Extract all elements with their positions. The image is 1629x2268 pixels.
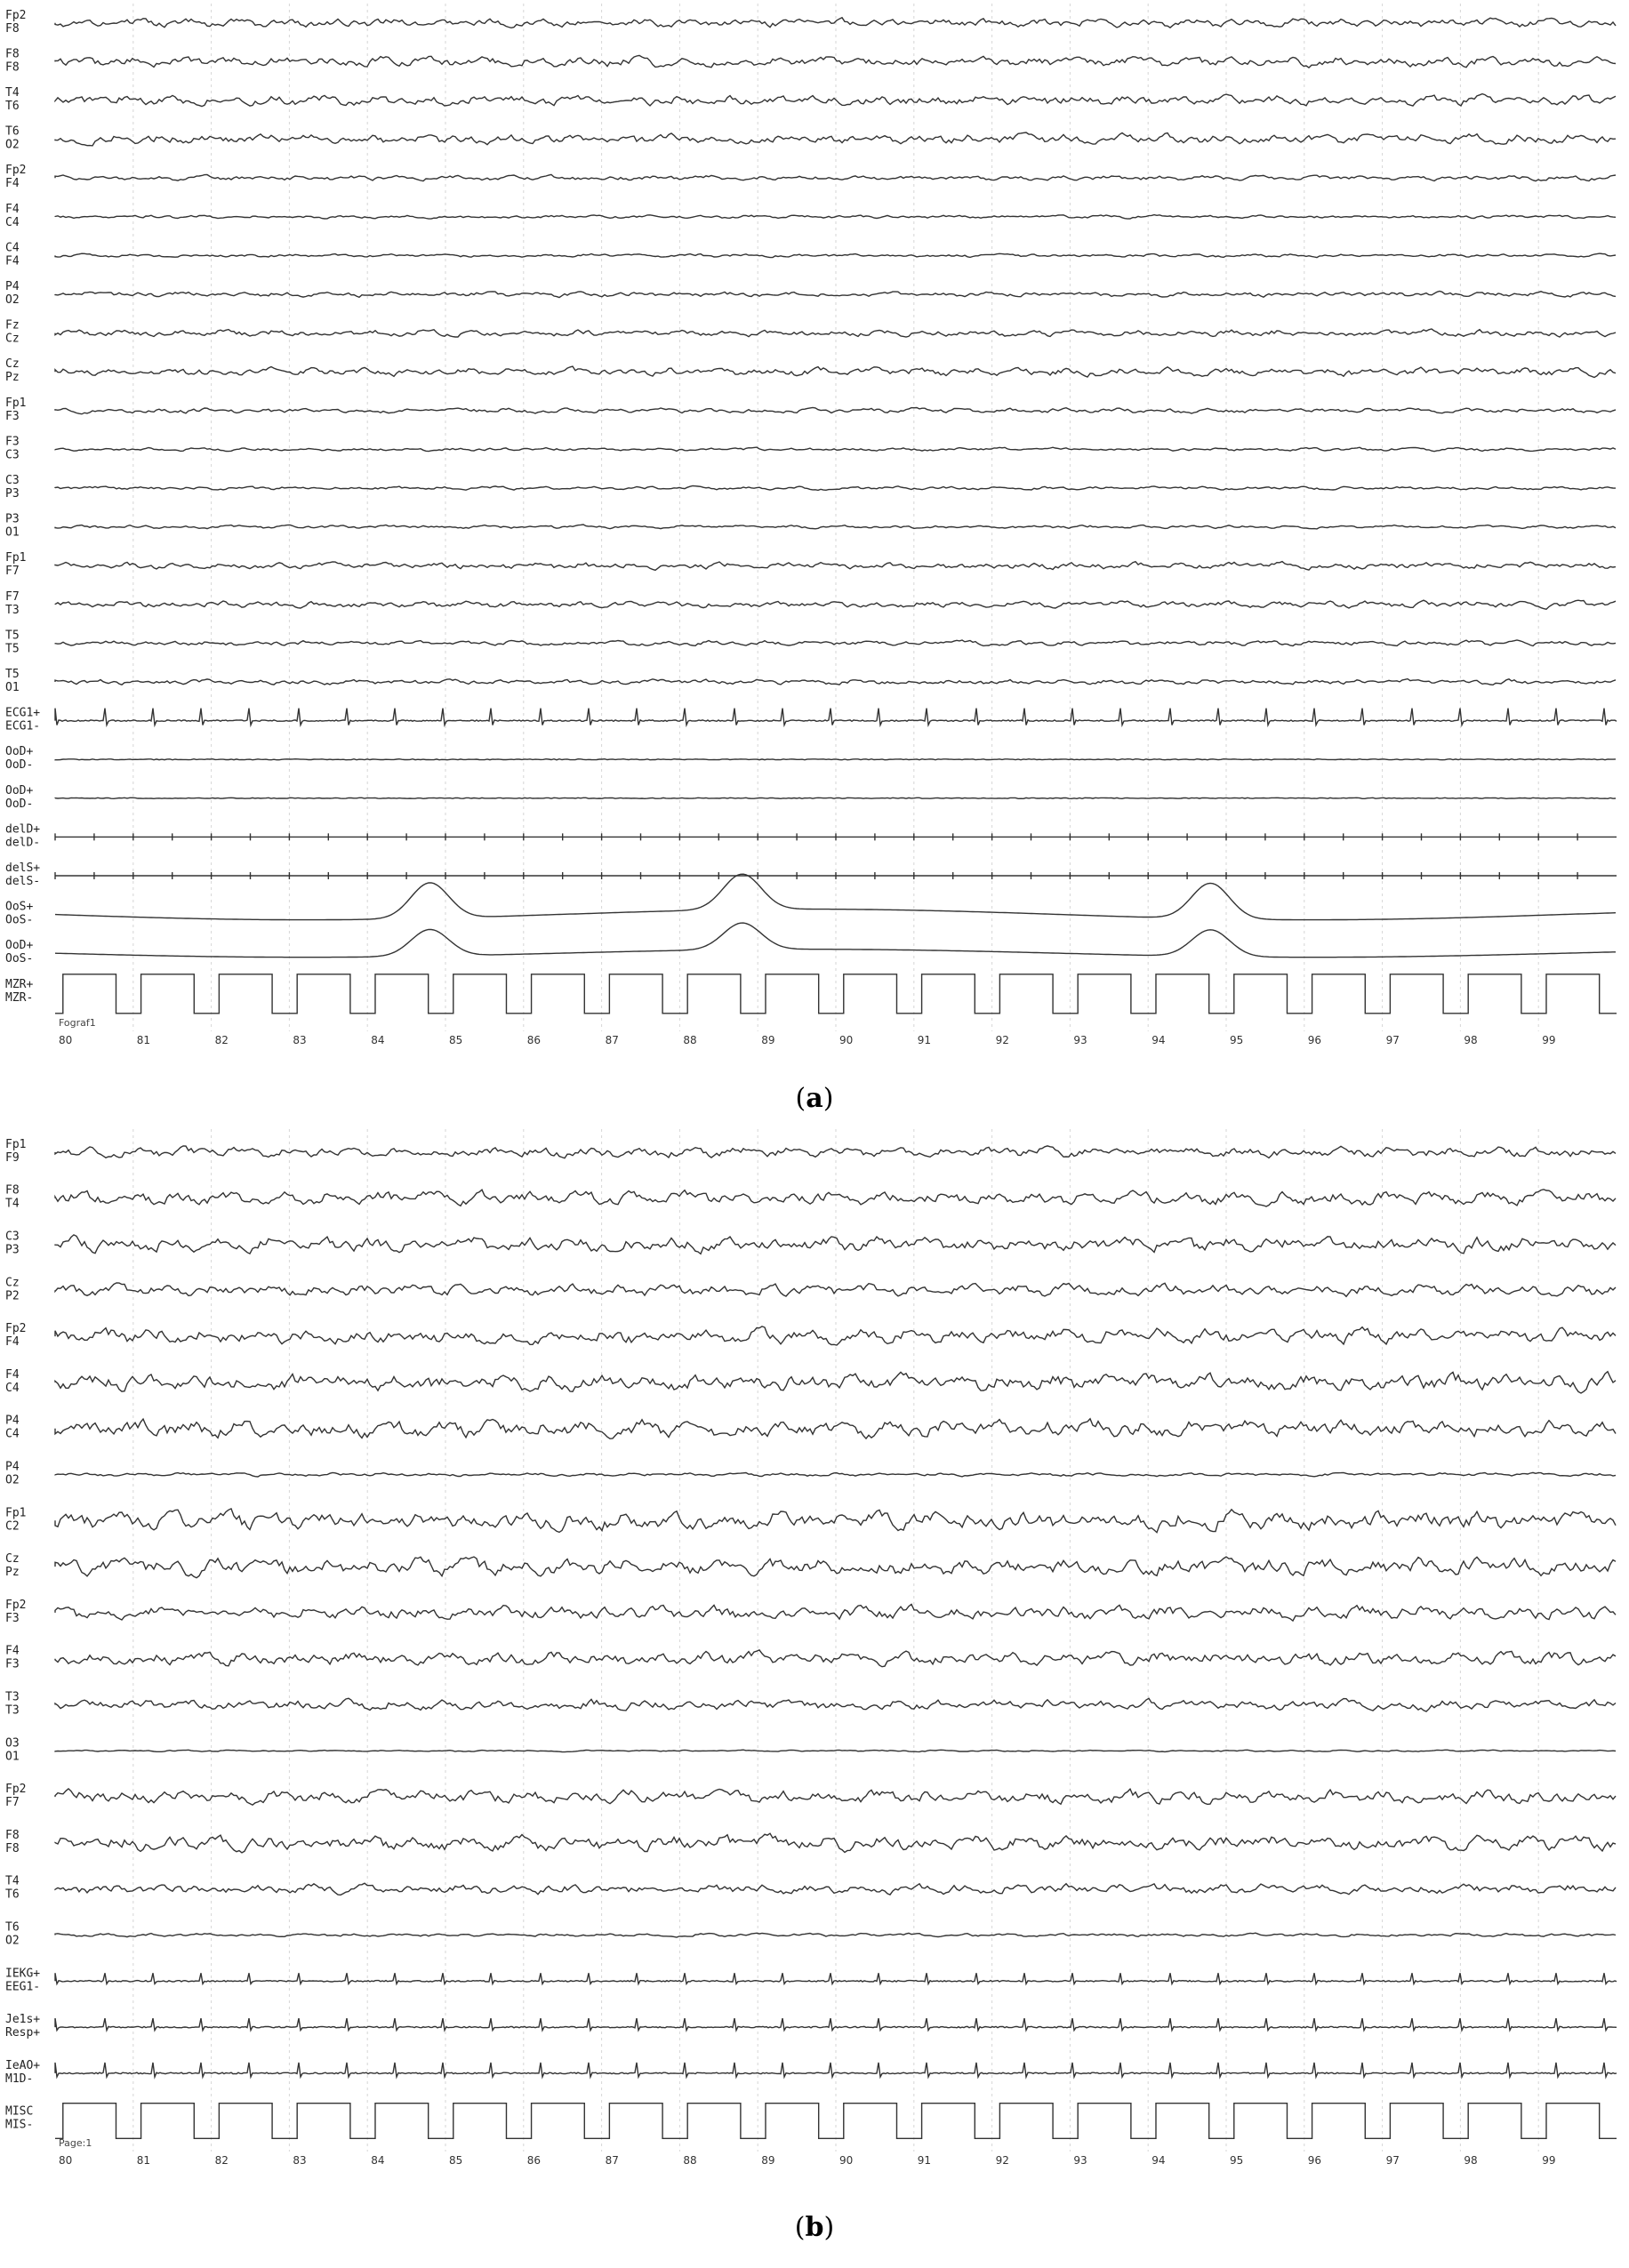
time-tick-label: 80 — [59, 1034, 73, 1046]
channel-label: F7 — [5, 589, 20, 604]
channel-label: Fp2 — [5, 1322, 27, 1336]
time-tick-label: 82 — [214, 2154, 229, 2167]
marker-label: Page:1 — [59, 2137, 92, 2149]
channel-trace — [5, 1276, 1616, 1302]
channel-label: P3 — [5, 512, 20, 526]
time-tick-label: 90 — [839, 1034, 854, 1046]
channel-label: Cz — [5, 357, 20, 372]
channel-label: T4 — [5, 1197, 20, 1211]
time-tick-label: 89 — [761, 1034, 775, 1046]
time-tick-label: 93 — [1073, 1034, 1087, 1046]
channel-trace — [5, 164, 1616, 190]
channel-label: F9 — [5, 1150, 20, 1165]
channel-label: C4 — [5, 1381, 20, 1395]
time-tick-label: 81 — [136, 2154, 151, 2167]
channel-label: OoD- — [5, 758, 34, 773]
channel-trace — [5, 241, 1616, 268]
channel-label: delS- — [5, 875, 41, 888]
channel-waveform — [55, 1235, 1616, 1254]
channel-trace — [5, 974, 1617, 1014]
channel-label: C3 — [5, 448, 20, 462]
channel-label: Cz — [5, 1276, 20, 1290]
time-tick-label: 92 — [995, 1034, 1009, 1046]
channel-trace — [5, 1921, 1616, 1948]
channel-waveform — [55, 759, 1616, 760]
channel-trace — [5, 9, 1616, 36]
channel-label: C3 — [5, 1230, 20, 1244]
channel-label: O2 — [5, 138, 20, 152]
time-tick-label: 90 — [839, 2154, 854, 2167]
channel-label: delD+ — [5, 822, 41, 837]
channel-trace — [5, 629, 1616, 655]
time-tick-label: 98 — [1464, 2154, 1478, 2167]
channel-trace — [5, 513, 1616, 540]
channel-label: OoS- — [5, 952, 34, 966]
channel-label: F8 — [5, 1828, 20, 1842]
channel-label: OoD+ — [5, 939, 34, 953]
time-tick-label: 88 — [683, 2154, 697, 2167]
channel-trace — [5, 280, 1616, 307]
channel-label: delS+ — [5, 862, 41, 875]
channel-label: P4 — [5, 1414, 20, 1428]
time-tick-label: 83 — [293, 1034, 307, 1046]
channel-label: Je1s+ — [5, 2013, 41, 2027]
time-tick-label: 99 — [1542, 1034, 1556, 1046]
channel-trace — [5, 1967, 1617, 1993]
channel-label: Fp2 — [5, 164, 27, 178]
channel-trace — [5, 397, 1616, 423]
time-tick-label: 81 — [136, 1034, 151, 1046]
time-tick-label: 86 — [526, 1034, 542, 1046]
channel-label: P4 — [5, 280, 20, 293]
channel-label: P3 — [5, 1243, 20, 1257]
channel-label: Fp2 — [5, 1598, 27, 1612]
channel-label: OoS+ — [5, 900, 34, 914]
time-tick-label: 89 — [761, 2154, 775, 2167]
channel-trace — [5, 923, 1616, 966]
channel-label: O1 — [5, 1750, 20, 1764]
channel-label: T5 — [5, 629, 20, 643]
channel-trace — [5, 1414, 1616, 1441]
time-tick-label: 84 — [371, 1034, 385, 1046]
eeg-panel-a — [0, 0, 1629, 1049]
channel-trace — [5, 474, 1616, 501]
channel-label: Fp2 — [5, 8, 27, 22]
channel-label: F7 — [5, 1796, 20, 1810]
channel-label: T3 — [5, 603, 20, 617]
channel-label: O1 — [5, 525, 20, 540]
channel-label: F4 — [5, 1367, 20, 1382]
channel-trace — [5, 1783, 1616, 1809]
channel-label: P2 — [5, 1289, 20, 1303]
channel-label: F3 — [5, 1657, 20, 1671]
channel-label: T3 — [5, 1703, 20, 1718]
channel-label: ECG1- — [5, 719, 41, 733]
channel-waveform — [55, 1833, 1616, 1853]
channel-label: F4 — [5, 177, 20, 191]
channel-label: IeAO+ — [5, 2058, 41, 2072]
channel-waveform — [55, 709, 1617, 725]
channel-trace — [5, 86, 1616, 113]
channel-label: T5 — [5, 642, 20, 656]
time-tick-label: 92 — [995, 2154, 1009, 2167]
channel-trace — [5, 1552, 1616, 1579]
time-tick-label: 93 — [1073, 2154, 1087, 2167]
time-tick-label: 94 — [1152, 2154, 1166, 2167]
time-tick-label: 91 — [917, 1034, 932, 1046]
channel-trace — [5, 1230, 1616, 1257]
channel-label: C2 — [5, 1519, 20, 1534]
channel-label: Cz — [5, 332, 20, 346]
channel-label: F8 — [5, 21, 20, 36]
channel-label: EEG1- — [5, 1980, 41, 1994]
caption-a: (a) — [795, 1083, 834, 1114]
channel-waveform — [55, 1605, 1616, 1622]
time-tick-label: 96 — [1307, 2154, 1322, 2167]
channel-label: C4 — [5, 1427, 20, 1441]
channel-waveform — [55, 797, 1616, 798]
marker-label: Fograf1 — [59, 1017, 96, 1029]
channel-label: OoD+ — [5, 745, 34, 759]
channel-label: F3 — [5, 1611, 20, 1625]
channel-label: C4 — [5, 241, 20, 255]
channel-label: Pz — [5, 371, 20, 385]
time-tick-label: 87 — [605, 2154, 619, 2167]
channel-trace — [5, 1829, 1616, 1855]
channel-label: F4 — [5, 254, 20, 268]
time-tick-label: 97 — [1385, 1034, 1400, 1046]
channel-waveform — [55, 366, 1616, 377]
channel-label: T6 — [5, 124, 20, 139]
channel-label: IEKG+ — [5, 1967, 41, 1981]
channel-waveform — [55, 872, 1617, 879]
channel-label: P4 — [5, 1460, 20, 1474]
time-tick-label: 95 — [1230, 1034, 1244, 1046]
time-tick-label: 96 — [1307, 1034, 1322, 1046]
channel-trace — [5, 1875, 1616, 1902]
channel-label: delD- — [5, 836, 41, 850]
channel-trace — [5, 1599, 1616, 1625]
time-tick-label: 88 — [683, 1034, 697, 1046]
channel-trace — [5, 862, 1617, 888]
channel-trace — [5, 1184, 1616, 1211]
channel-label: Fp1 — [5, 551, 27, 565]
time-tick-label: 99 — [1542, 2154, 1556, 2167]
channel-label: F8 — [5, 1183, 20, 1198]
channel-label: F7 — [5, 565, 20, 579]
time-tick-label: 94 — [1152, 1034, 1166, 1046]
channel-trace — [5, 1138, 1616, 1165]
channel-trace — [5, 203, 1616, 229]
channel-label: O2 — [5, 293, 20, 307]
channel-trace — [5, 745, 1616, 772]
channel-label: Fp1 — [5, 1506, 27, 1520]
channel-label: ECG1+ — [5, 706, 41, 720]
channel-label: T4 — [5, 1874, 20, 1888]
caption-b: (b) — [794, 2212, 835, 2243]
eeg-traces-a — [0, 0, 1629, 1049]
time-tick-label: 95 — [1230, 2154, 1244, 2167]
channel-waveform — [55, 833, 1617, 840]
channel-label: MISC — [5, 2104, 34, 2119]
channel-label: MIS- — [5, 2118, 34, 2132]
time-tick-label: 98 — [1464, 1034, 1478, 1046]
channel-trace — [5, 2013, 1617, 2040]
channel-trace — [5, 874, 1616, 926]
channel-label: F8 — [5, 47, 20, 61]
channel-trace — [5, 125, 1616, 152]
channel-label: Resp+ — [5, 2026, 41, 2040]
time-tick-label: 85 — [449, 1034, 463, 1046]
channel-trace — [5, 2104, 1617, 2139]
channel-label: O2 — [5, 1473, 20, 1487]
channel-trace — [5, 1736, 1616, 1763]
channel-label: F8 — [5, 60, 20, 75]
channel-label: Pz — [5, 1566, 20, 1580]
channel-label: F8 — [5, 1841, 20, 1855]
channel-trace — [5, 590, 1616, 617]
channel-trace — [5, 1368, 1616, 1395]
time-tick-label: 86 — [526, 2154, 542, 2167]
channel-label: O1 — [5, 681, 20, 694]
channel-label: F4 — [5, 1335, 20, 1350]
time-tick-label: 80 — [59, 2154, 73, 2167]
channel-trace — [5, 1691, 1616, 1718]
time-tick-label: 84 — [371, 2154, 385, 2167]
channel-label: T4 — [5, 86, 20, 100]
channel-label: T6 — [5, 100, 20, 113]
channel-trace — [5, 1322, 1616, 1349]
channel-trace — [5, 1645, 1616, 1671]
channel-trace — [5, 1506, 1616, 1533]
time-tick-label: 82 — [214, 1034, 229, 1046]
channel-label: F4 — [5, 202, 20, 216]
channel-label: M1D- — [5, 2072, 34, 2086]
channel-label: OoD- — [5, 797, 34, 811]
channel-trace — [5, 319, 1616, 346]
time-tick-label: 87 — [605, 1034, 619, 1046]
channel-label: OoD+ — [5, 783, 34, 797]
channel-waveform — [55, 1372, 1616, 1393]
eeg-panel-b — [0, 1127, 1629, 2168]
time-tick-label: 91 — [917, 2154, 932, 2167]
time-tick-label: 83 — [293, 2154, 307, 2167]
channel-label: OoS- — [5, 913, 34, 927]
channel-trace — [5, 668, 1616, 694]
channel-label: F3 — [5, 409, 20, 423]
channel-trace — [5, 357, 1616, 384]
channel-label: P3 — [5, 487, 20, 501]
channel-label: Fp2 — [5, 1783, 27, 1797]
channel-label: C4 — [5, 215, 20, 229]
channel-label: T3 — [5, 1690, 20, 1704]
channel-label: O2 — [5, 1934, 20, 1948]
channel-label: T6 — [5, 1887, 20, 1902]
channel-trace — [5, 2059, 1617, 2086]
channel-trace — [5, 551, 1616, 578]
channel-trace — [5, 1461, 1616, 1487]
channel-label: MZR- — [5, 990, 34, 1005]
channel-label: Fp1 — [5, 1137, 27, 1151]
channel-label: T5 — [5, 668, 20, 681]
channel-label: C3 — [5, 474, 20, 487]
channel-trace — [5, 822, 1617, 849]
channel-label: F4 — [5, 1644, 20, 1658]
channel-trace — [5, 784, 1616, 811]
eeg-traces-b — [0, 1127, 1629, 2168]
channel-label: O3 — [5, 1736, 20, 1751]
channel-label: T6 — [5, 1920, 20, 1935]
time-tick-label: 97 — [1385, 2154, 1400, 2167]
channel-trace — [5, 47, 1616, 74]
channel-label: MZR+ — [5, 977, 34, 991]
channel-trace — [5, 707, 1617, 733]
channel-trace — [5, 435, 1616, 461]
time-tick-label: 85 — [449, 2154, 463, 2167]
channel-label: Fz — [5, 318, 20, 333]
channel-label: Fp1 — [5, 396, 27, 410]
channel-label: Cz — [5, 1552, 20, 1567]
channel-label: F3 — [5, 435, 20, 449]
